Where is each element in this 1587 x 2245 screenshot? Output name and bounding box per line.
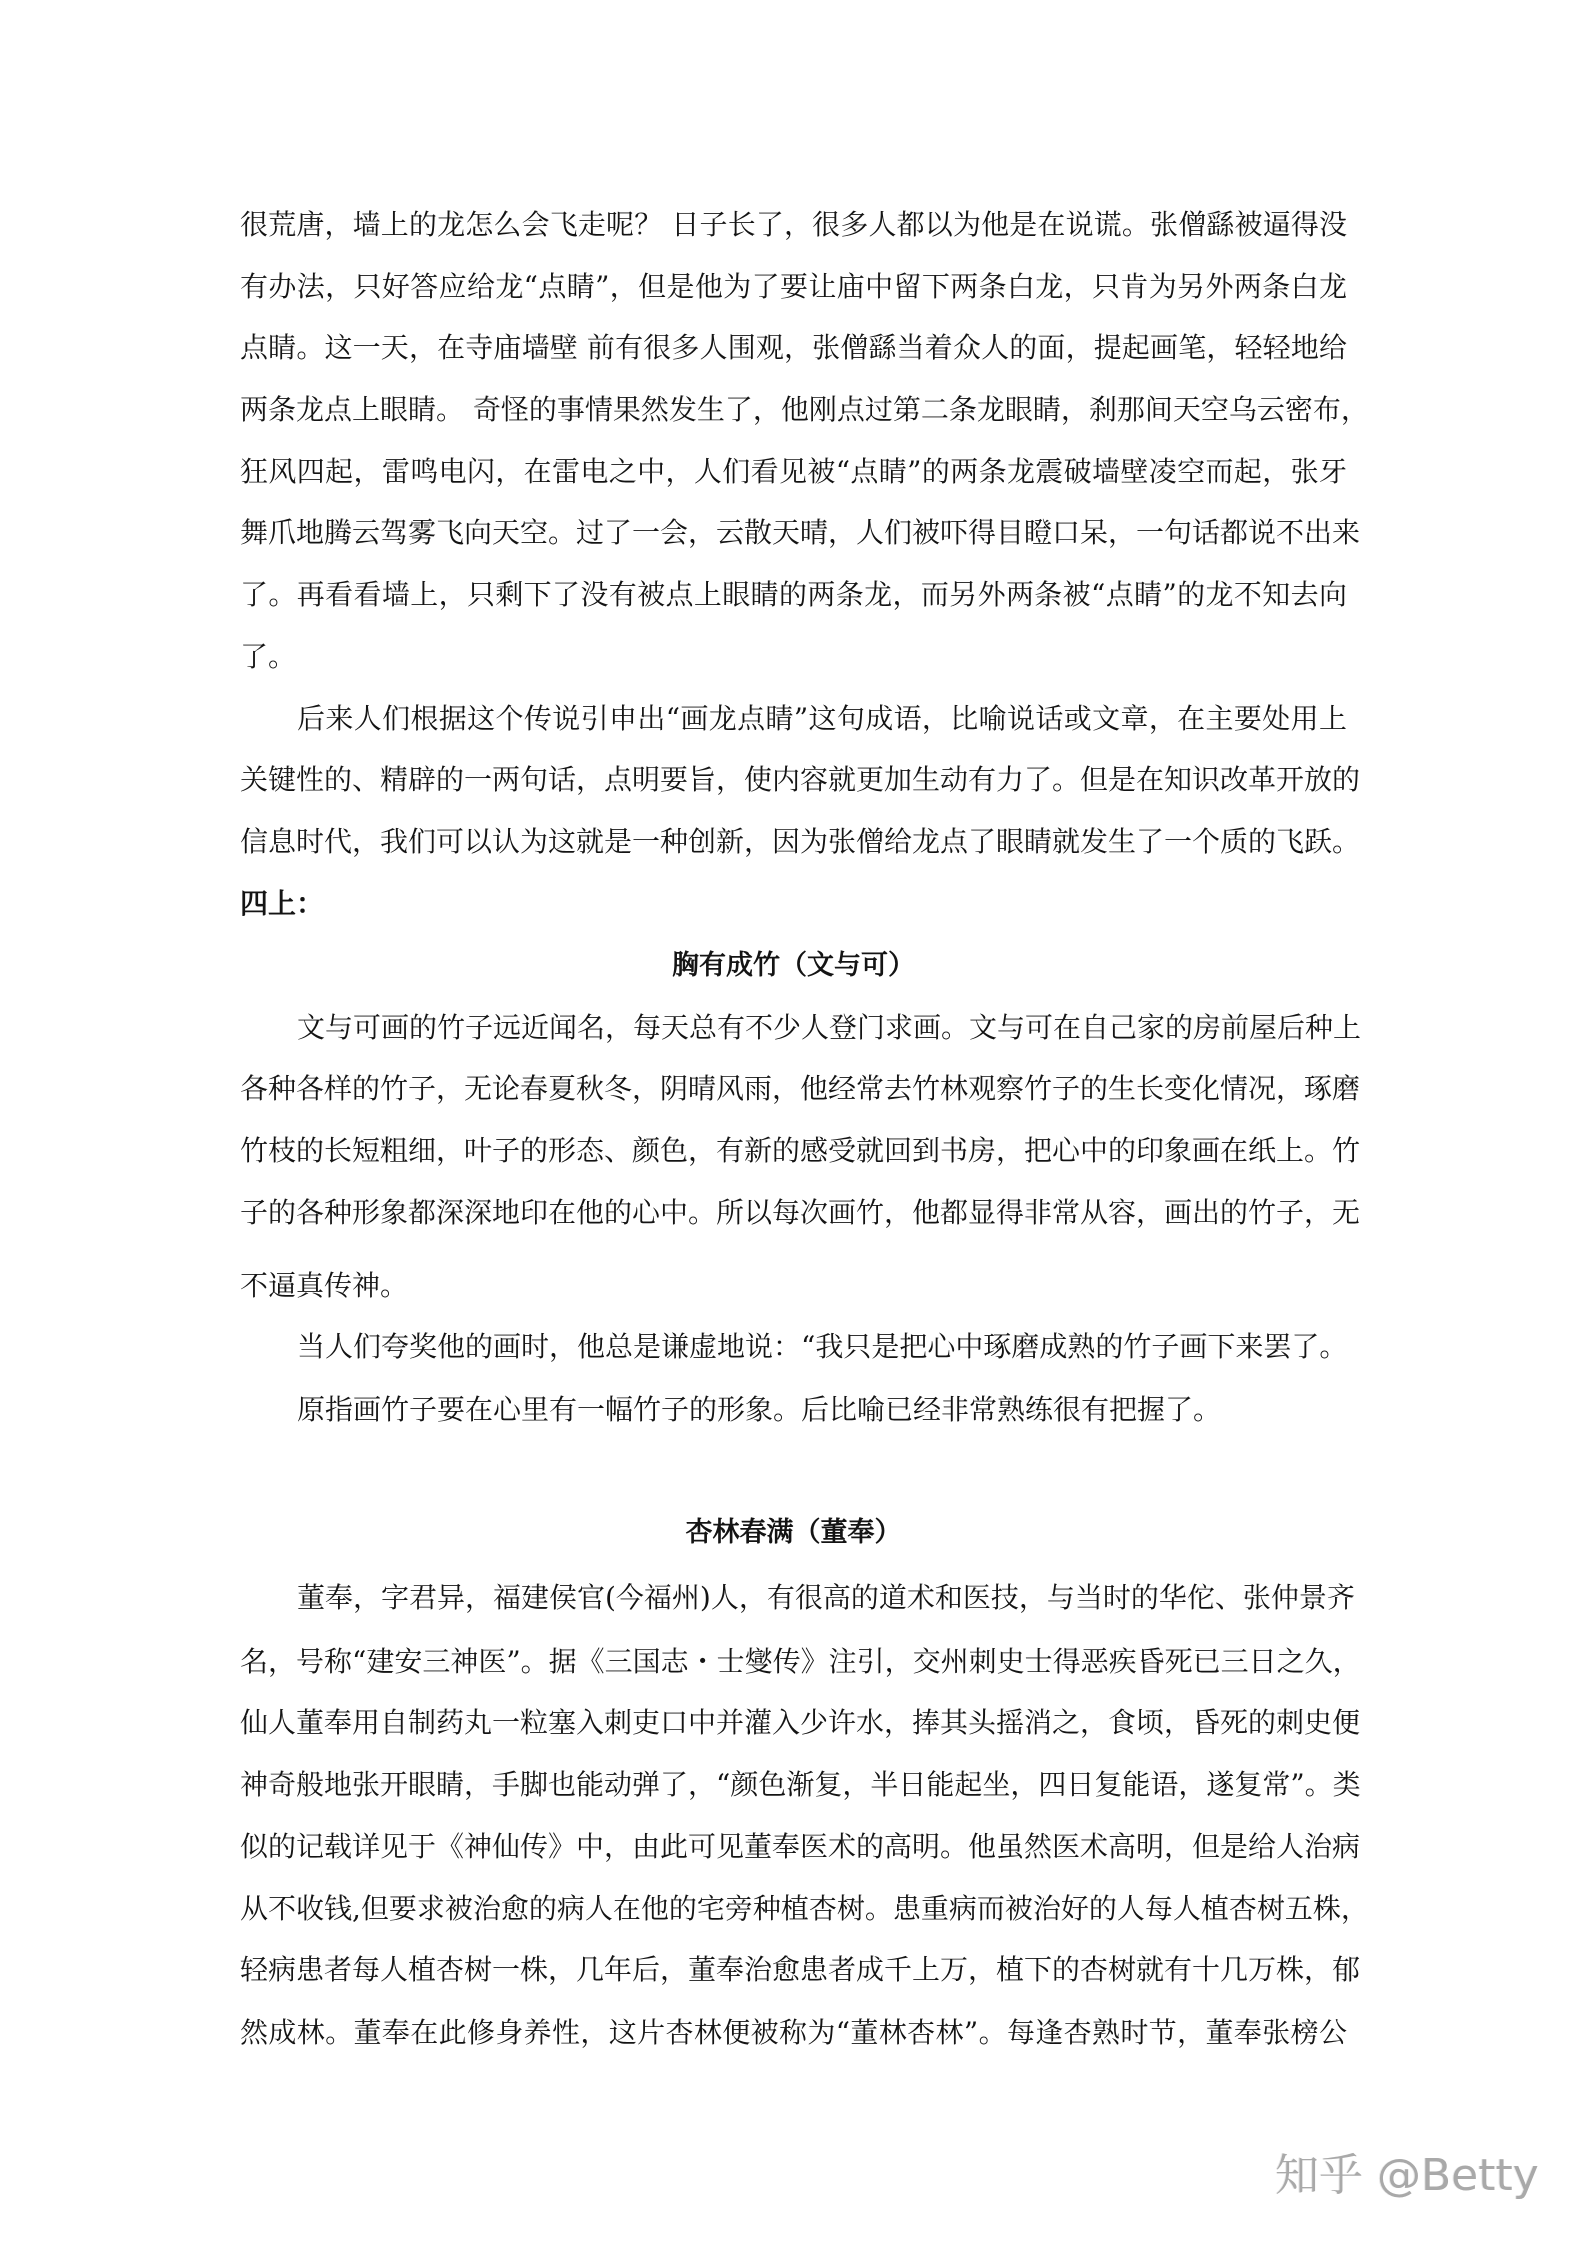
paragraph-line: 各种各样的竹子，无论春夏秋冬，阴晴风雨，他经常去竹林观察竹子的生长变化情况，琢磨 (240, 1072, 1361, 1105)
paragraph-line: 当人们夸奖他的画时，他总是谦虚地说：“我只是把心中琢磨成熟的竹子画下来罢了。 (297, 1330, 1348, 1363)
paragraph-line: 很荒唐，墙上的龙怎么会飞走呢？ 日子长了，很多人都以为他是在说谎。张僧繇被逼得没 (240, 208, 1347, 241)
paragraph-line: 仙人董奉用自制药丸一粒塞入刺吏口中并灌入少许水，捧其头摇消之，食顷，昏死的刺史便 (240, 1706, 1361, 1739)
paragraph-line: 名，号称“建安三神医”。据《三国志・士燮传》注引，交州刺史士得恶疾昏死已三日之久， (240, 1645, 1361, 1678)
paragraph-line: 竹枝的长短粗细，叶子的形态、颜色，有新的感受就回到书房，把心中的印象画在纸上。竹 (240, 1134, 1361, 1167)
paragraph-line: 狂风四起，雷鸣电闪，在雷电之中，人们看见被“点睛”的两条龙震破墙壁凌空而起，张牙 (240, 455, 1347, 488)
story-title-bamboo: 胸有成竹（文与可） (672, 950, 915, 981)
zhihu-watermark: 知乎 @Betty (1275, 2150, 1539, 2201)
paragraph-line: 董奉，字君异，福建侯官(今福州)人，有很高的道术和医技，与当时的华佗、张仲景齐 (297, 1581, 1355, 1614)
paragraph-line: 文与可画的竹子远近闻名，每天总有不少人登门求画。文与可在自己家的房前屋后种上 (297, 1011, 1362, 1044)
paragraph-line: 舞爪地腾云驾雾飞向天空。过了一会，云散天晴，人们被吓得目瞪口呆，一句话都说不出来 (240, 516, 1361, 549)
paragraph-line: 子的各种形象都深深地印在他的心中。所以每次画竹，他都显得非常从容，画出的竹子，无 (240, 1196, 1361, 1229)
paragraph-line: 有办法，只好答应给龙“点睛”，但是他为了要让庙中留下两条白龙，只肯为另外两条白龙 (240, 270, 1347, 303)
story-title-apricot: 杏林春满（董奉） (685, 1517, 902, 1548)
paragraph-line: 轻病患者每人植杏树一株，几年后，董奉治愈患者成千上万，植下的杏树就有十几万株，郁 (240, 1953, 1361, 1986)
paragraph-line: 似的记载详见于《神仙传》中，由此可见董奉医术的高明。他虽然医术高明，但是给人治病 (240, 1830, 1361, 1863)
paragraph-line: 不逼真传神。 (240, 1269, 409, 1302)
paragraph-line: 信息时代，我们可以认为这就是一种创新，因为张僧给龙点了眼睛就发生了一个质的飞跃。 (240, 825, 1361, 858)
paragraph-line: 后来人们根据这个传说引申出“画龙点睛”这句成语，比喻说话或文章，在主要处用上 (297, 702, 1347, 735)
paragraph-line: 从不收钱,但要求被治愈的病人在他的宅旁种植杏树。患重病而被治好的人每人植杏树五株， (240, 1892, 1369, 1925)
paragraph-line: 神奇般地张开眼睛，手脚也能动弹了，“颜色渐复，半日能起坐，四日复能语，遂复常”。类 (240, 1768, 1361, 1801)
paragraph-line: 原指画竹子要在心里有一幅竹子的形象。后比喻已经非常熟练很有把握了。 (297, 1393, 1222, 1426)
paragraph-line: 然成林。董奉在此修身养性，这片杏林便被称为“董林杏林”。每逢杏熟时节，董奉张榜公 (240, 2016, 1347, 2049)
paragraph-line: 了。再看看墙上，只剩下了没有被点上眼睛的两条龙，而另外两条被“点睛”的龙不知去向 (240, 578, 1347, 611)
paragraph-line: 关键性的、精辟的一两句话，点明要旨，使内容就更加生动有力了。但是在知识改革开放的 (240, 763, 1361, 796)
section-label: 四上： (240, 887, 325, 920)
paragraph-line: 两条龙点上眼睛。 奇怪的事情果然发生了，他刚点过第二条龙眼睛，刹那间天空乌云密布， (240, 393, 1369, 426)
paragraph-line: 点睛。这一天，在寺庙墙壁 前有很多人围观，张僧繇当着众人的面，提起画笔，轻轻地给 (240, 331, 1347, 364)
paragraph-line: 了。 (240, 640, 297, 673)
